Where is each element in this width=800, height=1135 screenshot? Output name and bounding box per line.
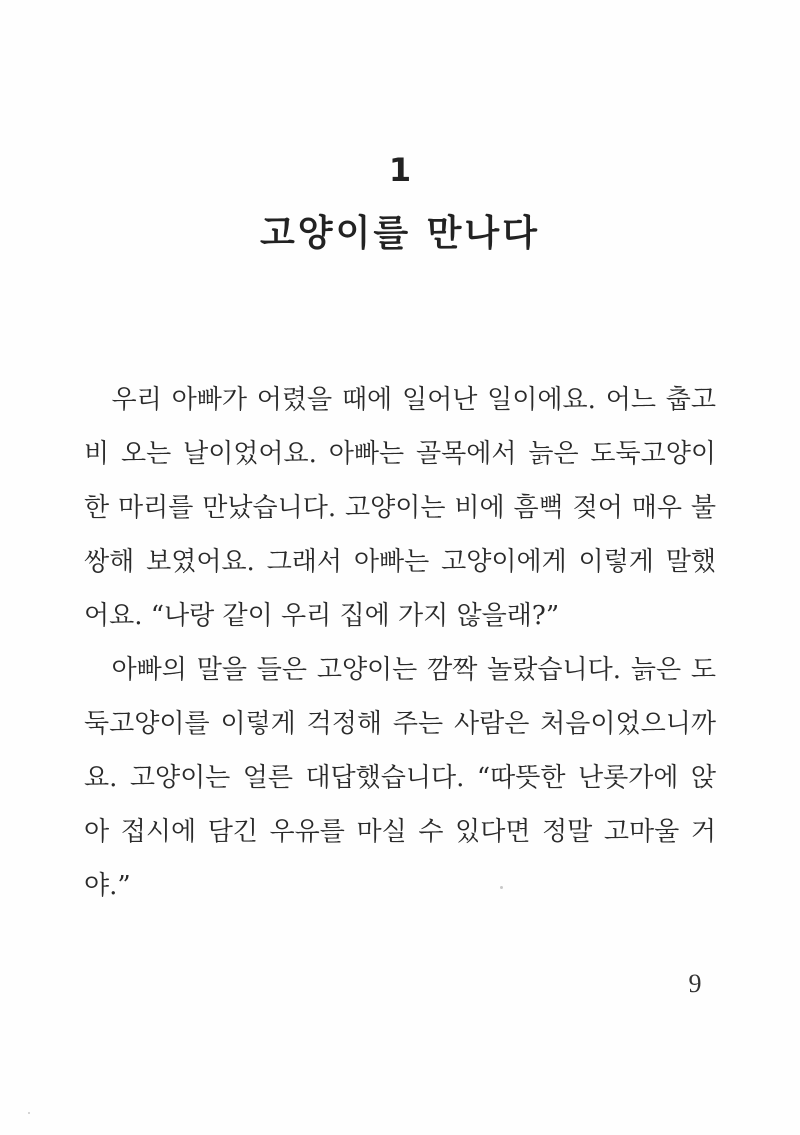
body-text <box>84 373 716 913</box>
paragraph-line: 한 마리를 만났습니다. 고양이는 비에 흠뻑 젖어 매우 불 <box>84 493 716 523</box>
paragraph-line: 아 접시에 담긴 우유를 마실 수 있다면 정말 고마울 거 <box>84 817 716 847</box>
page-number: 9 <box>688 969 702 998</box>
scan-speck <box>500 886 503 889</box>
paragraph-line: 야.” <box>84 871 131 901</box>
chapter-number: 1 <box>388 151 412 189</box>
paragraph-line: 어요. “나랑 같이 우리 집에 가지 않을래?” <box>84 601 560 631</box>
paragraph-line: 쌍해 보였어요. 그래서 아빠는 고양이에게 이렇게 말했 <box>84 547 716 577</box>
scan-speck <box>28 1112 30 1114</box>
chapter-title: 고양이를 만나다 <box>260 213 540 254</box>
paragraph-line: 우리 아빠가 어렸을 때에 일어난 일이에요. 어느 춥고 <box>84 385 716 415</box>
paragraph-line: 비 오는 날이었어요. 아빠는 골목에서 늙은 도둑고양이 <box>84 439 716 469</box>
paragraph-line: 아빠의 말을 들은 고양이는 깜짝 놀랐습니다. 늙은 도 <box>84 655 716 685</box>
paragraph-line: 둑고양이를 이렇게 걱정해 주는 사람은 처음이었으니까 <box>84 709 716 739</box>
paragraph-line: 요. 고양이는 얼른 대답했습니다. “따뜻한 난롯가에 앉 <box>84 763 716 793</box>
